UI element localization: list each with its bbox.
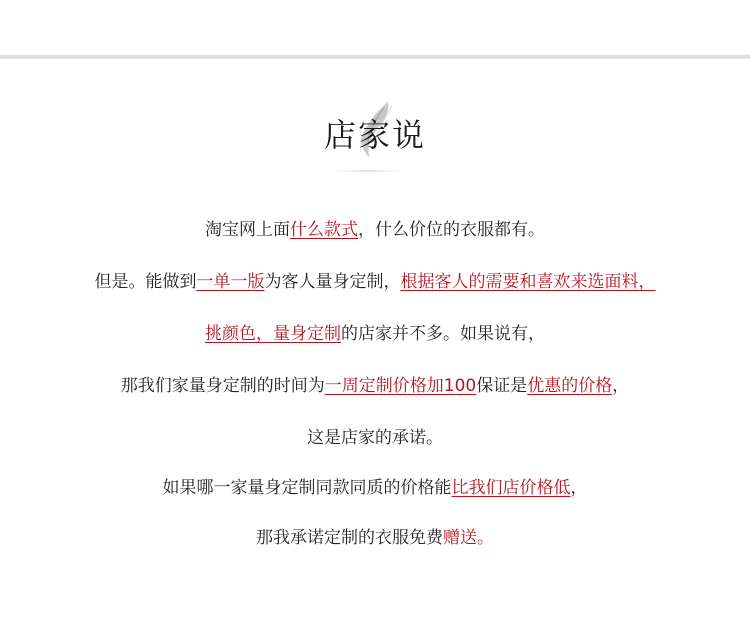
body-text: 淘宝网上面 — [205, 220, 290, 240]
body-text: ， — [612, 376, 630, 396]
highlighted-text: 比我们店价格低 — [451, 478, 571, 498]
body-text: ，什么价位的衣服都有。 — [358, 220, 545, 240]
text-line-7 — [0, 526, 750, 550]
highlighted-text: 什么款式 — [290, 220, 358, 240]
body-text: 这是店家的承诺。 — [307, 428, 443, 448]
highlighted-text: 一周定制价格加100 — [324, 376, 477, 396]
heading-block — [0, 100, 750, 180]
body-text: ， — [570, 478, 588, 498]
highlighted-text: 挑颜色，量身定制 — [205, 324, 341, 344]
body-text: 那我们家量身定制的时间为 — [120, 376, 325, 396]
body-text: 如果哪一家量身定制同款同质的价格能 — [162, 478, 452, 498]
body-text: 但是。能做到 — [94, 272, 197, 292]
title-underline — [333, 170, 403, 172]
page-title: 店家说 — [323, 116, 426, 154]
text-line-1 — [0, 218, 750, 242]
text-line-6 — [0, 476, 750, 500]
body-text: 保证是 — [476, 376, 528, 396]
text-line-3 — [0, 322, 750, 346]
highlighted-text: 根据客人的需要和喜欢来选面料， — [400, 272, 656, 292]
text-line-4 — [0, 374, 750, 398]
highlighted-text: 优惠的价格 — [527, 376, 613, 396]
highlighted-text: 一单一版 — [196, 272, 265, 292]
text-line-2 — [0, 270, 750, 294]
red-text: 赠送。 — [443, 528, 494, 548]
text-line-5 — [0, 426, 750, 450]
top-divider — [0, 55, 750, 59]
body-text: 为客人量身定制， — [264, 272, 401, 292]
body-text: 那我承诺定制的衣服免费 — [256, 528, 443, 548]
body-text: 的店家并不多。如果说有， — [341, 324, 545, 344]
